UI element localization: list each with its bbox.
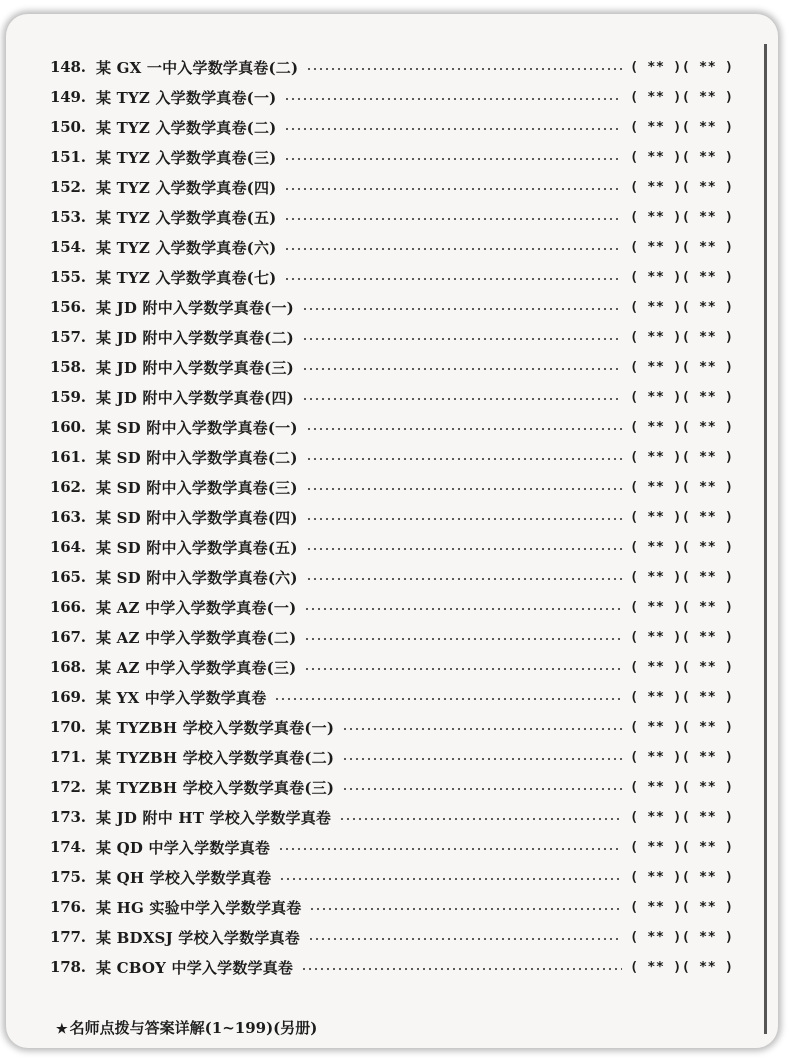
entry-number: 168. [50, 658, 86, 676]
dot-leader [284, 218, 622, 220]
dot-leader [284, 278, 622, 280]
entry-number: 170. [50, 718, 86, 736]
dot-leader [309, 908, 622, 910]
toc-entry [50, 802, 734, 832]
entry-pages: ( ** )( ** ) [630, 119, 734, 135]
entry-title: 某 TYZBH 学校入学数学真卷(一) [96, 718, 335, 737]
entry-title: 某 JD 附中入学数学真卷(一) [96, 298, 294, 317]
star-icon: ★ [56, 1022, 68, 1037]
toc-entry [50, 322, 734, 352]
entry-pages: ( ** )( ** ) [630, 269, 734, 285]
toc-entry [50, 742, 734, 772]
entry-number: 157. [50, 328, 86, 346]
toc-entry [50, 472, 734, 502]
entry-title: 某 SD 附中入学数学真卷(六) [96, 568, 298, 587]
entry-title: 某 JD 附中入学数学真卷(三) [96, 358, 294, 377]
dot-leader [278, 848, 622, 850]
entry-pages: ( ** )( ** ) [630, 719, 734, 735]
dot-leader [304, 638, 622, 640]
entry-pages: ( ** )( ** ) [630, 569, 734, 585]
entry-title: 某 QH 学校入学数学真卷 [96, 868, 272, 887]
entry-pages: ( ** )( ** ) [630, 59, 734, 75]
entry-title: 某 TYZBH 学校入学数学真卷(三) [96, 778, 335, 797]
dot-leader [302, 368, 622, 370]
entry-pages: ( ** )( ** ) [630, 449, 734, 465]
dot-leader [302, 308, 622, 310]
table-of-contents [50, 52, 734, 982]
dot-leader [284, 248, 622, 250]
entry-number: 152. [50, 178, 86, 196]
entry-title: 某 TYZBH 学校入学数学真卷(二) [96, 748, 335, 767]
entry-number: 174. [50, 838, 86, 856]
entry-pages: ( ** )( ** ) [630, 509, 734, 525]
toc-entry [50, 532, 734, 562]
entry-title: 某 TYZ 入学数学真卷(七) [96, 268, 277, 287]
toc-entry [50, 922, 734, 952]
dot-leader [342, 788, 622, 790]
entry-title: 某 SD 附中入学数学真卷(四) [96, 508, 298, 527]
entry-pages: ( ** )( ** ) [630, 89, 734, 105]
toc-entry [50, 202, 734, 232]
toc-entry [50, 952, 734, 982]
dot-leader [306, 68, 622, 70]
entry-pages: ( ** )( ** ) [630, 659, 734, 675]
toc-entry [50, 262, 734, 292]
dot-leader [284, 98, 622, 100]
entry-number: 161. [50, 448, 86, 466]
entry-pages: ( ** )( ** ) [630, 749, 734, 765]
entry-number: 158. [50, 358, 86, 376]
entry-number: 150. [50, 118, 86, 136]
toc-entry [50, 592, 734, 622]
toc-entry [50, 502, 734, 532]
entry-pages: ( ** )( ** ) [630, 359, 734, 375]
dot-leader [306, 428, 622, 430]
toc-entry [50, 352, 734, 382]
toc-entry [50, 832, 734, 862]
dot-leader [306, 578, 622, 580]
dot-leader [339, 818, 622, 820]
entry-title: 某 SD 附中入学数学真卷(五) [96, 538, 298, 557]
entry-number: 173. [50, 808, 86, 826]
entry-title: 某 TYZ 入学数学真卷(四) [96, 178, 277, 197]
entry-number: 172. [50, 778, 86, 796]
entry-number: 148. [50, 58, 86, 76]
entry-number: 164. [50, 538, 86, 556]
entry-title: 某 TYZ 入学数学真卷(五) [96, 208, 277, 227]
entry-number: 171. [50, 748, 86, 766]
entry-pages: ( ** )( ** ) [630, 239, 734, 255]
entry-title: 某 HG 实验中学入学数学真卷 [96, 898, 302, 917]
dot-leader [306, 548, 622, 550]
dot-leader [342, 728, 622, 730]
toc-entry [50, 172, 734, 202]
dot-leader [302, 398, 622, 400]
page-edge-rule [764, 44, 767, 1034]
entry-title: 某 JD 附中 HT 学校入学数学真卷 [96, 808, 332, 827]
toc-entry [50, 622, 734, 652]
entry-pages: ( ** )( ** ) [630, 839, 734, 855]
toc-entry [50, 682, 734, 712]
entry-number: 166. [50, 598, 86, 616]
entry-title: 某 YX 中学入学数学真卷 [96, 688, 267, 707]
entry-title: 某 TYZ 入学数学真卷(二) [96, 118, 277, 137]
entry-number: 163. [50, 508, 86, 526]
toc-entry [50, 142, 734, 172]
entry-title: 某 TYZ 入学数学真卷(一) [96, 88, 277, 107]
toc-entry [50, 52, 734, 82]
entry-number: 160. [50, 418, 86, 436]
entry-title: 某 JD 附中入学数学真卷(四) [96, 388, 294, 407]
entry-pages: ( ** )( ** ) [630, 209, 734, 225]
entry-title: 某 SD 附中入学数学真卷(三) [96, 478, 298, 497]
entry-number: 175. [50, 868, 86, 886]
entry-number: 159. [50, 388, 86, 406]
toc-entry [50, 892, 734, 922]
entry-pages: ( ** )( ** ) [630, 599, 734, 615]
entry-number: 169. [50, 688, 86, 706]
entry-number: 155. [50, 268, 86, 286]
dot-leader [304, 608, 622, 610]
entry-number: 178. [50, 958, 86, 976]
entry-number: 153. [50, 208, 86, 226]
dot-leader [279, 878, 622, 880]
entry-title: 某 SD 附中入学数学真卷(二) [96, 448, 298, 467]
entry-pages: ( ** )( ** ) [630, 779, 734, 795]
entry-pages: ( ** )( ** ) [630, 899, 734, 915]
toc-entry [50, 862, 734, 892]
entry-title: 某 TYZ 入学数学真卷(三) [96, 148, 277, 167]
entry-pages: ( ** )( ** ) [630, 809, 734, 825]
dot-leader [306, 518, 622, 520]
entry-title: 某 GX 一中入学数学真卷(二) [96, 58, 299, 77]
toc-entry [50, 712, 734, 742]
entry-number: 156. [50, 298, 86, 316]
entry-pages: ( ** )( ** ) [630, 419, 734, 435]
dot-leader [284, 158, 622, 160]
toc-entry [50, 112, 734, 142]
dot-leader [304, 668, 622, 670]
dot-leader [284, 128, 622, 130]
entry-title: 某 SD 附中入学数学真卷(一) [96, 418, 298, 437]
entry-title: 某 AZ 中学入学数学真卷(三) [96, 658, 297, 677]
toc-entry [50, 772, 734, 802]
toc-entry [50, 652, 734, 682]
entry-number: 154. [50, 238, 86, 256]
entry-title: 某 JD 附中入学数学真卷(二) [96, 328, 294, 347]
entry-number: 162. [50, 478, 86, 496]
dot-leader [284, 188, 622, 190]
page-frame [6, 14, 778, 1048]
dot-leader [301, 968, 622, 970]
entry-number: 177. [50, 928, 86, 946]
dot-leader [306, 458, 622, 460]
entry-pages: ( ** )( ** ) [630, 179, 734, 195]
toc-entry [50, 562, 734, 592]
entry-pages: ( ** )( ** ) [630, 929, 734, 945]
dot-leader [306, 488, 622, 490]
entry-pages: ( ** )( ** ) [630, 869, 734, 885]
toc-entry [50, 82, 734, 112]
entry-pages: ( ** )( ** ) [630, 299, 734, 315]
entry-title: 某 QD 中学入学数学真卷 [96, 838, 271, 857]
footer-note [56, 1017, 317, 1038]
entry-number: 176. [50, 898, 86, 916]
entry-title: 某 AZ 中学入学数学真卷(二) [96, 628, 297, 647]
entry-title: 某 BDXSJ 学校入学数学真卷 [96, 928, 300, 947]
entry-number: 165. [50, 568, 86, 586]
toc-entry [50, 412, 734, 442]
toc-entry [50, 442, 734, 472]
entry-number: 149. [50, 88, 86, 106]
entry-pages: ( ** )( ** ) [630, 389, 734, 405]
entry-pages: ( ** )( ** ) [630, 539, 734, 555]
entry-title: 某 TYZ 入学数学真卷(六) [96, 238, 277, 257]
dot-leader [308, 938, 622, 940]
entry-pages: ( ** )( ** ) [630, 479, 734, 495]
entry-pages: ( ** )( ** ) [630, 329, 734, 345]
dot-leader [342, 758, 622, 760]
footer-text: 名师点拨与答案详解(1~199)(另册) [69, 1019, 318, 1037]
toc-entry [50, 292, 734, 322]
entry-pages: ( ** )( ** ) [630, 959, 734, 975]
entry-pages: ( ** )( ** ) [630, 629, 734, 645]
entry-title: 某 AZ 中学入学数学真卷(一) [96, 598, 297, 617]
dot-leader [274, 698, 622, 700]
toc-entry [50, 232, 734, 262]
entry-pages: ( ** )( ** ) [630, 689, 734, 705]
entry-number: 167. [50, 628, 86, 646]
entry-pages: ( ** )( ** ) [630, 149, 734, 165]
entry-number: 151. [50, 148, 86, 166]
dot-leader [302, 338, 622, 340]
entry-title: 某 CBOY 中学入学数学真卷 [96, 958, 294, 977]
toc-entry [50, 382, 734, 412]
